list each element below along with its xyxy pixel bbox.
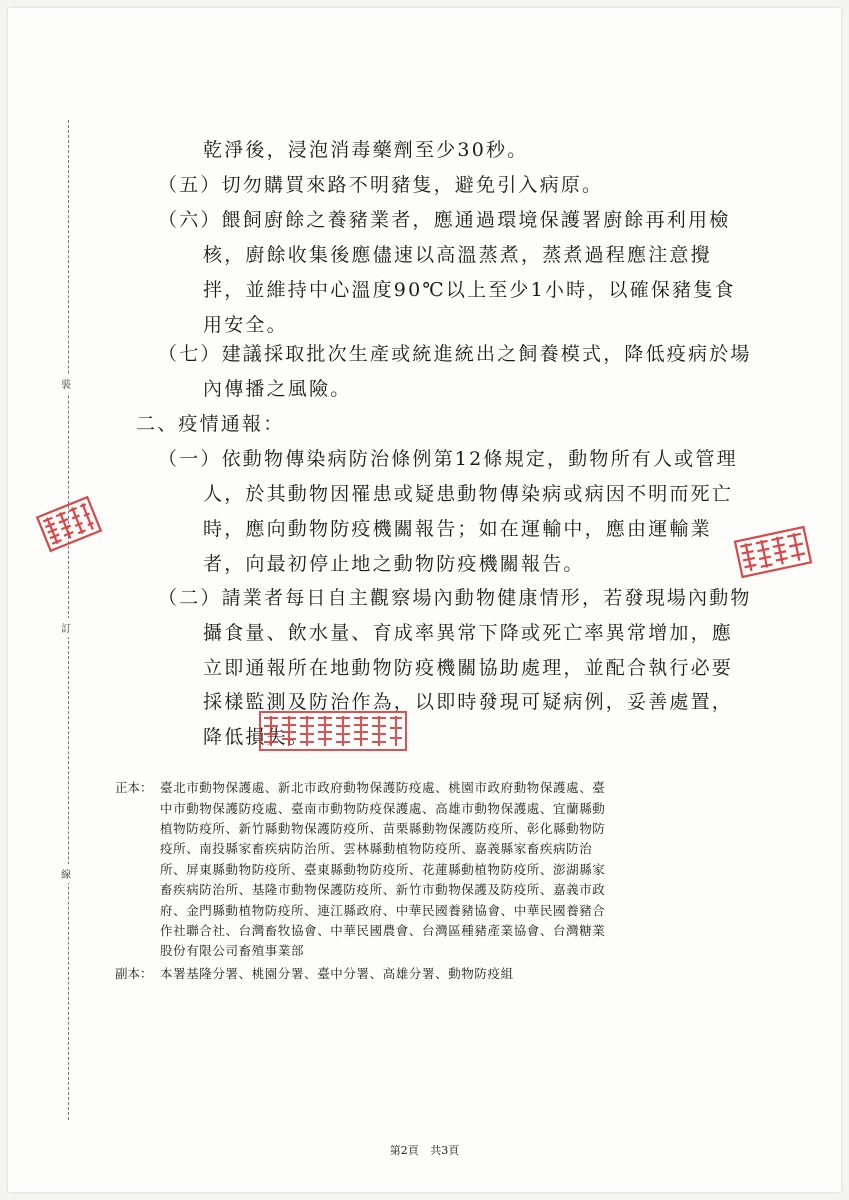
main-recipients-line: 作社聯合社、台灣畜牧協會、中華民國農會、台灣區種豬產業協會、台灣糖業 <box>160 923 606 938</box>
section-heading: 二、疫情通報： <box>136 413 285 435</box>
main-recipients-line: 中市動物保護防疫處、臺南市動物防疫保護處、高雄市動物保護處、宜蘭縣動 <box>160 801 606 816</box>
main-recipients-line: 府、金門縣動植物防疫所、連江縣政府、中華民國養豬協會、中華民國養豬合 <box>160 903 606 918</box>
copy-recipients-line: 本署基隆分署、桃園分署、臺中分署、高雄分署、動物防疫組 <box>160 966 514 981</box>
page-footer <box>0 1142 849 1158</box>
right-margin-seal <box>732 522 814 582</box>
binding-mark-zhuang: 裝 <box>61 374 71 393</box>
main-recipients-line: 股份有限公司畜殖事業部 <box>160 943 305 958</box>
main-recipients-label: 正本： <box>115 780 153 795</box>
left-margin-seal <box>36 492 102 556</box>
main-recipients-line: 所、屏東縣動物防疫所、臺東縣動物防疫所、花蓮縣動植物防疫所、澎湖縣家 <box>160 862 606 877</box>
binding-mark-ding: 訂 <box>61 618 71 637</box>
item-five: （五）切勿購買來路不明豬隻，避免引入病原。 <box>158 174 604 196</box>
item-seven: （七）建議採取批次生產或統進統出之飼養模式，降低疫病於場 <box>158 343 752 365</box>
main-recipients-line: 畜疾病防治所、基隆市動物保護防疫所、新竹市動物保護及防疫所、嘉義市政 <box>160 882 606 897</box>
page-total: 共3頁 <box>430 1144 460 1157</box>
item-six: （六）餵飼廚餘之養豬業者，應通過環境保護署廚餘再利用檢 <box>158 209 731 231</box>
body-line: 人，於其動物因罹患或疑患動物傳染病或病因不明而死亡 <box>203 483 734 505</box>
body-line: 乾淨後，浸泡消毒藥劑至少30秒。 <box>203 139 529 161</box>
body-line: 採樣監測及防治作為，以即時發現可疑病例，妥善處置， <box>203 691 734 713</box>
body-line: 者，向最初停止地之動物防疫機關報告。 <box>203 553 585 575</box>
main-recipients-line: 臺北市動物保護處、新北市政府動物保護防疫處、桃園市政府動物保護處、臺 <box>160 780 606 795</box>
main-recipients-line: 疫所、南投縣家畜疾病防治所、雲林縣動植物防疫所、嘉義縣家畜疾病防治 <box>160 841 593 856</box>
body-line: 核，廚餘收集後應儘速以高溫蒸煮，蒸煮過程應注意攪 <box>203 244 712 266</box>
body-line: 用安全。 <box>203 314 288 336</box>
body-line: 時，應向動物防疫機關報告；如在運輸中，應由運輸業 <box>203 518 712 540</box>
copy-recipients-label: 副本： <box>115 966 153 981</box>
body-line: 內傳播之風險。 <box>203 378 352 400</box>
body-line: 攝食量、飲水量、育成率異常下降或死亡率異常增加，應 <box>203 622 734 644</box>
item-one: （一）依動物傳染病防治條例第12條規定，動物所有人或管理 <box>158 448 738 470</box>
page-number: 第2頁 <box>389 1144 419 1157</box>
item-two: （二）請業者每日自主觀察場內動物健康情形，若發現場內動物 <box>158 587 752 609</box>
body-line: 降低損失。 <box>203 726 310 748</box>
binding-mark-xian: 線 <box>61 864 71 883</box>
body-line: 拌，並維持中心溫度90℃以上至少1小時，以確保豬隻食 <box>203 279 736 301</box>
center-seal <box>258 706 408 754</box>
main-recipients-line: 植物防疫所、新竹縣動物保護防疫所、苗栗縣動物保護防疫所、彰化縣動物防 <box>160 821 606 836</box>
body-line: 立即通報所在地動物防疫機關協助處理，並配合執行必要 <box>203 657 734 679</box>
